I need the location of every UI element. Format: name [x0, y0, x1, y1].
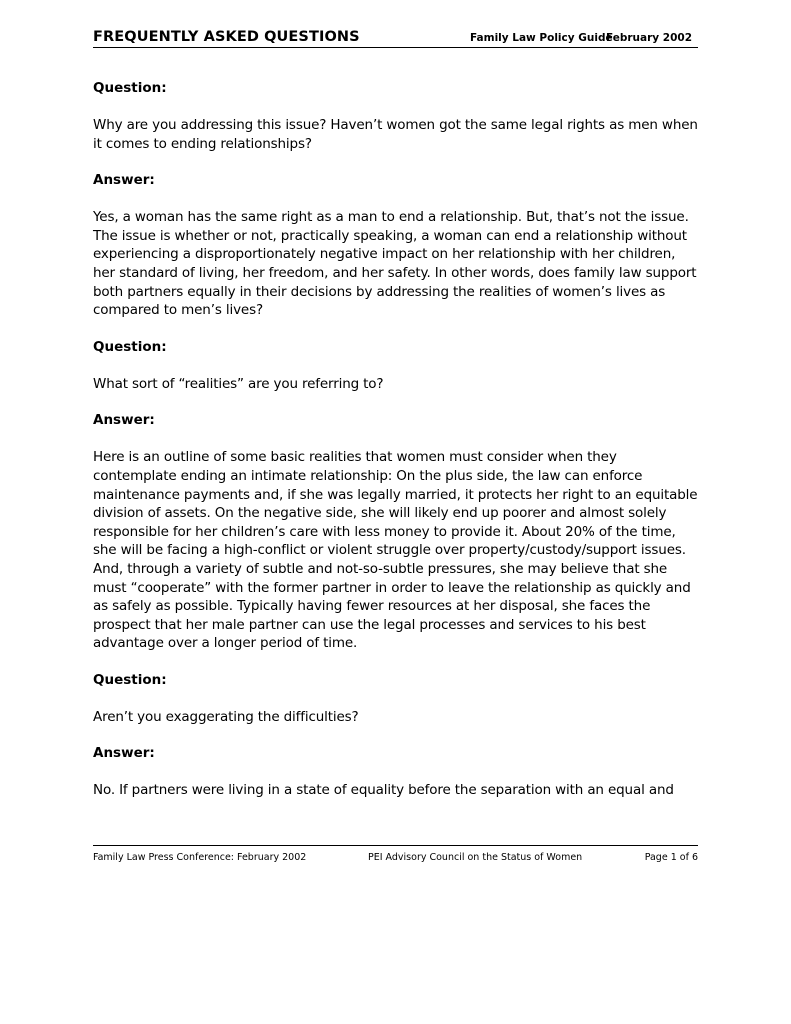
faq-content [93, 79, 701, 800]
question-text: What sort of “realities” are you referring to? [93, 375, 384, 392]
footer-page-number: Page 1 of 6 [644, 852, 698, 863]
header-title: FREQUENTLY ASKED QUESTIONS [93, 29, 360, 45]
question-label: Question: [93, 671, 167, 688]
answer-label: Answer: [93, 745, 155, 762]
footer-conference: Family Law Press Conference: February 2002 [93, 852, 307, 863]
header-date: February 2002 [605, 32, 692, 44]
question-text: Why are you addressing this issue? Haven’t women got the same legal rights as men when it comes to ending relationships? [93, 117, 698, 152]
answer-text: Yes, a woman has the same right as a man to end a relationship. But, that’s not the issue. The issue is whether or not, practically speaking, a woman can end a relationship without experiencing a disproportionately negative impact on her relationship with her children, her standard of living, her freedom, and her safety. In other words, does family law support both partners equally in their decisions by addressing the realities of women’s lives as compared to men’s lives? [93, 209, 697, 319]
header-guide-name: Family Law Policy Guide [470, 32, 613, 44]
footer-divider [93, 845, 698, 846]
page-footer [93, 852, 698, 866]
question-text: Aren’t you exaggerating the difficulties? [93, 708, 359, 725]
question-label: Question: [93, 338, 167, 355]
answer-text: Here is an outline of some basic realities that women must consider when they contemplate ending an intimate relationship: On the plus side, the law can enforce maintenance payments and, if she was legally married, it protects her right to an equitable division of assets. On the negative side, she will likely end up poorer and almost solely responsible for her children’s care with less money to provide it. About 20% of the time, she will be facing a high-conflict or violent struggle over property/custody/support issues. And, through a variety of subtle and not-so-subtle pressures, she may believe that she must “cooperate” with the former partner in order to leave the relationship as quickly and as safely as possible. Typically having fewer resources at her disposal, she faces the prospect that her male partner can use the legal processes and services to his best advantage over a longer period of time. [93, 449, 698, 652]
question-label: Question: [93, 80, 167, 96]
answer-label: Answer: [93, 172, 155, 189]
page-header [93, 29, 698, 48]
answer-label: Answer: [93, 412, 155, 429]
footer-organization: PEI Advisory Council on the Status of Women [368, 852, 583, 863]
answer-text: No. If partners were living in a state of equality before the separation with an equal and [93, 782, 674, 799]
